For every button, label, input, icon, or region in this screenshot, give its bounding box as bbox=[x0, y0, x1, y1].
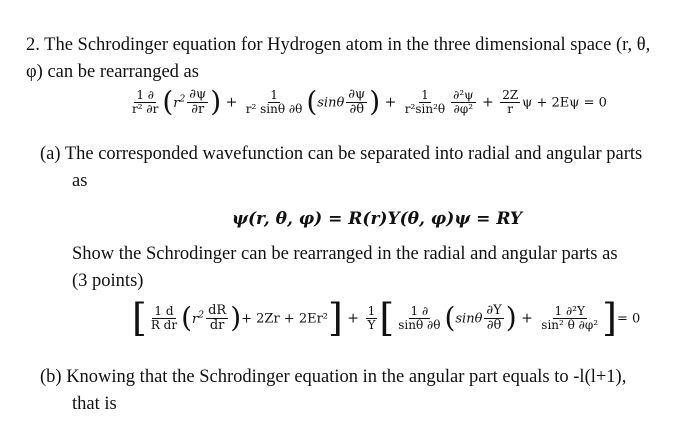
eq1-term4-fraction: $\frac{2Z}{r}$ bbox=[502, 88, 519, 116]
eq3-radial-derivative: $\frac{dR}{dr}$ bbox=[208, 302, 227, 333]
separation-equation: ψ(r, θ, φ) = R(r)Y(θ, φ)ψ = RY bbox=[232, 209, 523, 229]
show-line2: (3 points) bbox=[72, 271, 144, 291]
question-header-line2: φ) can be rearranged as bbox=[26, 62, 199, 82]
eq1-term2-inner-fraction: $\frac{\partial\psi}{\partial\theta}$ bbox=[348, 87, 366, 117]
schrodinger-equation: $\frac{1 \partial}{\text{r² ∂r}}$ ($r^2$ $\frac{\partial\psi}{\partial r}$ ) + $\frac{1}{\text{r² sinθ ∂θ}}$ (sinθ $\frac{\partial\psi}{\partial\theta}$ ) + $\frac{1}{\text{r²sin²θ}}$ $\frac{\text{∂²ψ}}{\text{∂φ²}}$ + $\frac{2Z}{r}$ ψ + 2Eψ = 0 bbox=[132, 85, 607, 119]
eq1-term1-fraction: $\frac{1 \partial}{\text{r² ∂r}}$ bbox=[132, 88, 159, 116]
eq1-term3-derivative: $\frac{\text{∂²ψ}}{\text{∂φ²}}$ bbox=[453, 88, 474, 116]
part-a-line2: as bbox=[72, 171, 88, 191]
eq3-rhs: = 0 bbox=[616, 311, 641, 327]
eq3-theta-derivative: $\frac{\partial Y}{\partial\theta}$ bbox=[486, 302, 502, 333]
show-line1: Show the Schrodinger can be rearranged in the radial and angular parts as bbox=[72, 244, 618, 264]
separated-equation: [ $\frac{1 d}{\text{R dr}}$ ($r^2$ $\frac{dR}{dr}$ )+ 2Zr + 2Er²] + $\frac{1}{Y}$ [ $\frac{1 \partial}{\sin\theta \partial\theta}$ (sinθ $\frac{\partial Y}{\partial\theta}$ ) + $\frac{\text{1 ∂²Y}}{\text{sin² θ ∂φ²}}$ ]= 0 bbox=[132, 296, 641, 340]
eq3-radial-fraction: $\frac{1 d}{\text{R dr}}$ bbox=[150, 303, 178, 332]
part-b-line2: that is bbox=[72, 394, 117, 414]
eq3-phi-fraction: $\frac{\text{1 ∂²Y}}{\text{sin² θ ∂φ²}}$ bbox=[541, 303, 599, 332]
eq1-term1-inner-fraction: $\frac{\partial\psi}{\partial r}$ bbox=[189, 87, 207, 117]
question-header-line1: 2. The Schrodinger equation for Hydrogen atom in the three dimensional space (r, θ, bbox=[26, 35, 651, 55]
eq3-angular-prefactor: $\frac{1}{Y}$ bbox=[367, 303, 376, 332]
part-b-line1: (b) Knowing that the Schrodinger equation in the angular part equals to -l(l+1), bbox=[40, 367, 627, 387]
eq1-term3-fraction: $\frac{1}{\text{r²sin²θ}}$ bbox=[404, 88, 446, 116]
eq1-tail: ψ + 2Eψ = 0 bbox=[522, 95, 607, 111]
eq3-middle-terms: + 2Zr + 2Er² bbox=[241, 311, 329, 327]
part-a-line1: (a) The corresponded wavefunction can be separated into radial and angular parts bbox=[40, 144, 643, 164]
eq3-theta-fraction: $\frac{1 \partial}{\sin\theta \partial\theta}$ bbox=[398, 303, 441, 332]
eq1-term2-fraction: $\frac{1}{\text{r² sinθ ∂θ}}$ bbox=[245, 88, 303, 116]
